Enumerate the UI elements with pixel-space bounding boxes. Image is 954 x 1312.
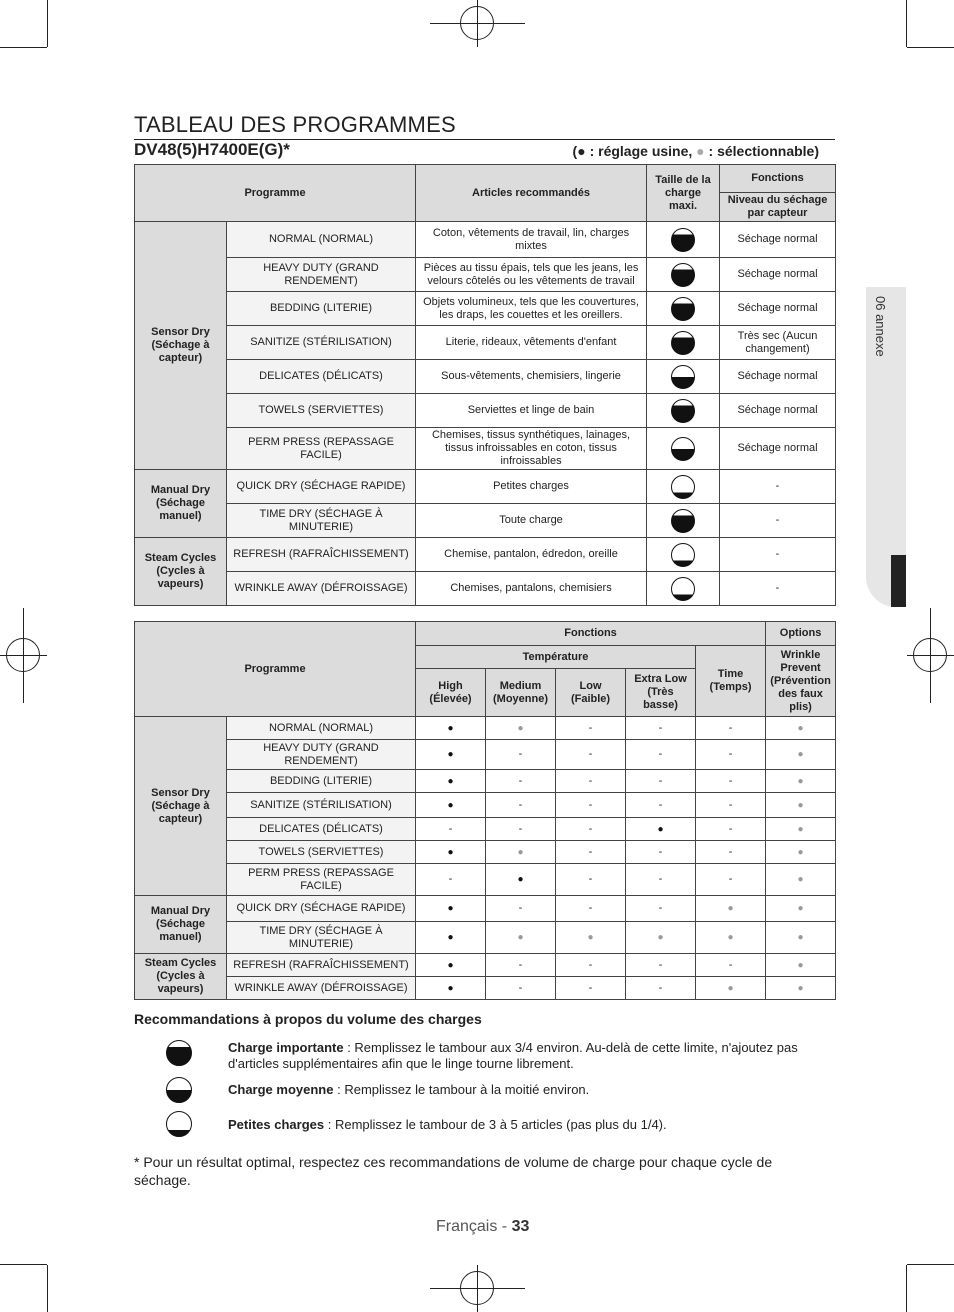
not-available-dash: - (518, 958, 523, 971)
load-drum-icon (671, 577, 695, 601)
factory-setting-dot: ● (447, 799, 454, 811)
program-name: PERM PRESS (REPASSAGE FACILE) (227, 428, 416, 470)
crop-mark (47, 1265, 48, 1312)
recommendation-label: Petites charges (228, 1117, 325, 1132)
cell-wrinkle-prevent (766, 954, 836, 977)
cell-medium (486, 740, 556, 770)
dry-level: Séchage normal (720, 222, 836, 258)
dry-level: Séchage normal (720, 292, 836, 326)
recommendation-text: Remplissez le tambour de 3 à 5 articles (pas plus du 1/4). (334, 1117, 667, 1132)
selectable-dot: ● (797, 823, 804, 835)
crop-mark (0, 1264, 47, 1265)
recommended-articles: Petites charges (416, 470, 647, 504)
load-drum-icon (671, 228, 695, 252)
crop-mark (907, 47, 954, 48)
cell-high (416, 818, 486, 841)
load-drum-icon (166, 1111, 192, 1137)
cell-low (556, 841, 626, 864)
not-available-dash: - (448, 822, 453, 835)
load-drum-icon (671, 475, 695, 499)
not-available-dash: - (658, 798, 663, 811)
load-size (647, 360, 720, 394)
recommended-articles: Sous-vêtements, chemisiers, lingerie (416, 360, 647, 394)
cell-time (696, 740, 766, 770)
program-name: WRINKLE AWAY (DÉFROISSAGE) (227, 572, 416, 606)
selectable-dot: ● (797, 932, 804, 943)
not-available-dash: - (658, 958, 663, 971)
factory-setting-dot: ● (447, 959, 454, 971)
cell-low (556, 717, 626, 740)
cell-time (696, 818, 766, 841)
registration-circle (460, 6, 494, 40)
not-available-dash: - (588, 873, 593, 885)
cell-extra-low (626, 922, 696, 954)
program-name: TOWELS (SERVIETTES) (227, 394, 416, 428)
side-tab-marker (891, 555, 906, 607)
load-drum-icon (671, 399, 695, 423)
header-programme: Programme (135, 165, 416, 222)
factory-setting-dot: ● (447, 749, 454, 760)
crop-mark (47, 0, 48, 47)
table-row (135, 977, 836, 1000)
not-available-dash: - (518, 774, 523, 787)
header-fonctions: Fonctions (416, 622, 766, 646)
program-name: HEAVY DUTY (GRAND RENDEMENT) (227, 258, 416, 292)
not-available-dash: - (658, 873, 663, 885)
recommended-articles: Objets volumineux, tels que les couvertures, les draps, les couettes et les oreillers. (416, 292, 647, 326)
selectable-dot: ● (797, 722, 804, 734)
not-available-dash: - (728, 721, 733, 734)
program-name: REFRESH (RAFRAÎCHISSEMENT) (227, 538, 416, 572)
selectable-dot: ● (797, 903, 804, 914)
cell-time (696, 864, 766, 896)
program-name: TOWELS (SERVIETTES) (227, 841, 416, 864)
selectable-dot: ● (797, 749, 804, 760)
not-available-dash: - (728, 748, 733, 760)
load-size (647, 538, 720, 572)
cell-medium (486, 818, 556, 841)
cell-low (556, 770, 626, 793)
load-drum-icon (671, 331, 695, 355)
dry-level: Séchage normal (720, 360, 836, 394)
selectable-dot: ● (517, 932, 524, 943)
page-number (436, 1218, 529, 1236)
model-number: DV48(5)H7400E(G)* (134, 140, 290, 159)
not-available-dash: - (658, 774, 663, 787)
recommended-articles: Chemise, pantalon, édredon, oreille (416, 538, 647, 572)
table-row (135, 292, 836, 326)
cell-medium (486, 864, 556, 896)
cell-high (416, 841, 486, 864)
table-row (135, 896, 836, 922)
not-available-dash: - (518, 902, 523, 914)
table-row (135, 222, 836, 258)
not-available-dash: - (658, 981, 663, 994)
dry-level: - (720, 538, 836, 572)
program-name: DELICATES (DÉLICATS) (227, 818, 416, 841)
recommendation-text: Remplissez le tambour à la moitié environ. (344, 1082, 590, 1097)
factory-setting-dot: ● (657, 823, 664, 835)
recommendation-label: Charge moyenne (228, 1082, 334, 1097)
cell-time (696, 717, 766, 740)
factory-setting-dot: ● (447, 932, 454, 943)
registration-circle (6, 638, 40, 672)
selectable-dot: ● (517, 846, 524, 858)
not-available-dash: - (518, 798, 523, 811)
recommendations-title: Recommandations à propos du volume des charges (134, 1011, 482, 1027)
recommendation-separator: : (343, 1040, 355, 1055)
header-extra-low: Extra Low (Très basse) (626, 669, 696, 717)
not-available-dash: - (448, 873, 453, 885)
cell-medium (486, 922, 556, 954)
program-group: Manual Dry (Séchage manuel) (135, 470, 227, 538)
header-fonctions: Fonctions (720, 165, 836, 193)
cell-extra-low (626, 793, 696, 818)
load-size (647, 258, 720, 292)
load-size (647, 470, 720, 504)
program-name: HEAVY DUTY (GRAND RENDEMENT) (227, 740, 416, 770)
table-row (135, 740, 836, 770)
program-group: Manual Dry (Séchage manuel) (135, 896, 227, 954)
program-name: NORMAL (NORMAL) (227, 222, 416, 258)
table-row (135, 864, 836, 896)
not-available-dash: - (588, 822, 593, 835)
cell-wrinkle-prevent (766, 864, 836, 896)
factory-setting-dot: ● (447, 903, 454, 914)
load-drum-icon (671, 543, 695, 567)
selectable-dot: ● (797, 799, 804, 811)
selectable-dot: ● (727, 982, 734, 994)
cell-extra-low (626, 841, 696, 864)
load-size (647, 504, 720, 538)
program-name: QUICK DRY (SÉCHAGE RAPIDE) (227, 896, 416, 922)
header-articles: Articles recommandés (416, 165, 647, 222)
recommended-articles: Literie, rideaux, vêtements d'enfant (416, 326, 647, 360)
cell-low (556, 818, 626, 841)
table-row (135, 470, 836, 504)
recommended-articles: Pièces au tissu épais, tels que les jeans, les velours côtelés ou les vêtements de travail (416, 258, 647, 292)
load-drum-icon (671, 297, 695, 321)
dry-level: Séchage normal (720, 394, 836, 428)
recommended-articles: Toute charge (416, 504, 647, 538)
program-name: QUICK DRY (SÉCHAGE RAPIDE) (227, 470, 416, 504)
table-row (135, 818, 836, 841)
legend-gray-label: : sélectionnable) (704, 143, 819, 159)
cell-time (696, 954, 766, 977)
program-group: Sensor Dry (Séchage à capteur) (135, 222, 227, 470)
cell-high (416, 922, 486, 954)
recommended-articles: Chemises, tissus synthétiques, lainages, tissus infroissables en coton, tissus infroissables (416, 428, 647, 470)
cell-low (556, 864, 626, 896)
factory-setting-dot: ● (447, 982, 454, 994)
cell-extra-low (626, 770, 696, 793)
not-available-dash: - (588, 845, 593, 858)
not-available-dash: - (588, 958, 593, 971)
recommendation-text: Remplissez le tambour aux 3/4 environ. Au-delà de cette limite, n'ajoutez pas d'articles supplémentaires afin que le linge tourne librement. (228, 1040, 798, 1071)
cell-high (416, 864, 486, 896)
load-drum-icon (671, 263, 695, 287)
cell-time (696, 770, 766, 793)
cell-medium (486, 954, 556, 977)
selectable-dot: ● (797, 874, 804, 885)
cell-high (416, 740, 486, 770)
load-drum-icon (166, 1077, 192, 1103)
table-row (135, 717, 836, 740)
cell-low (556, 954, 626, 977)
cell-extra-low (626, 740, 696, 770)
not-available-dash: - (588, 721, 593, 734)
program-name: PERM PRESS (REPASSAGE FACILE) (227, 864, 416, 896)
program-name: SANITIZE (STÉRILISATION) (227, 326, 416, 360)
recommended-articles: Chemises, pantalons, chemisiers (416, 572, 647, 606)
selectable-dot: ● (587, 932, 594, 943)
table-row (135, 258, 836, 292)
load-size (647, 572, 720, 606)
programs-table (134, 164, 836, 606)
program-name: DELICATES (DÉLICATS) (227, 360, 416, 394)
not-available-dash: - (588, 902, 593, 914)
cell-low (556, 977, 626, 1000)
factory-setting-dot: ● (447, 846, 454, 858)
selectable-dot: ● (797, 846, 804, 858)
cell-wrinkle-prevent (766, 770, 836, 793)
cell-high (416, 717, 486, 740)
not-available-dash: - (518, 981, 523, 994)
header-options: Options (766, 622, 836, 646)
page-title: TABLEAU DES PROGRAMMES (134, 112, 456, 137)
load-drum-icon (671, 509, 695, 533)
cell-high (416, 793, 486, 818)
program-name: REFRESH (RAFRAÎCHISSEMENT) (227, 954, 416, 977)
selectable-dot: ● (727, 932, 734, 943)
dry-level: - (720, 504, 836, 538)
cell-wrinkle-prevent (766, 896, 836, 922)
selectable-dot: ● (517, 722, 524, 734)
crop-mark (906, 0, 907, 47)
dry-level: - (720, 470, 836, 504)
cell-extra-low (626, 896, 696, 922)
load-drum-icon (671, 437, 695, 461)
header-niveau: Niveau du séchage par capteur (720, 193, 836, 222)
program-name: SANITIZE (STÉRILISATION) (227, 793, 416, 818)
crop-mark (907, 1264, 954, 1265)
crop-mark (0, 47, 47, 48)
cell-medium (486, 841, 556, 864)
cell-medium (486, 977, 556, 1000)
selectable-dot: ● (797, 982, 804, 994)
program-name: TIME DRY (SÉCHAGE À MINUTERIE) (227, 922, 416, 954)
not-available-dash: - (728, 873, 733, 885)
cell-high (416, 977, 486, 1000)
header-high: High (Élevée) (416, 669, 486, 717)
not-available-dash: - (588, 798, 593, 811)
table-row (135, 360, 836, 394)
not-available-dash: - (728, 822, 733, 835)
program-name: BEDDING (LITERIE) (227, 292, 416, 326)
recommendation-item (228, 1117, 818, 1133)
load-size (647, 326, 720, 360)
table-row (135, 538, 836, 572)
table-row (135, 793, 836, 818)
cell-wrinkle-prevent (766, 841, 836, 864)
cell-medium (486, 793, 556, 818)
legend-gray-dot: ● (696, 143, 705, 159)
not-available-dash: - (518, 748, 523, 760)
cell-high (416, 770, 486, 793)
header-programme: Programme (135, 622, 416, 717)
recommendation-item (228, 1040, 818, 1072)
cell-wrinkle-prevent (766, 922, 836, 954)
cell-medium (486, 770, 556, 793)
cell-time (696, 841, 766, 864)
header-taille: Taille de la charge maxi. (647, 165, 720, 222)
page-num: 33 (511, 1218, 530, 1235)
program-name: WRINKLE AWAY (DÉFROISSAGE) (227, 977, 416, 1000)
cell-extra-low (626, 954, 696, 977)
recommendation-separator: : (324, 1117, 335, 1132)
recommended-articles: Serviettes et linge de bain (416, 394, 647, 428)
footnote: * Pour un résultat optimal, respectez ces recommandations de volume de charge pour chaque cycle de séchage. (134, 1154, 773, 1188)
not-available-dash: - (728, 798, 733, 811)
cell-extra-low (626, 864, 696, 896)
header-wrinkle-prevent: Wrinkle Prevent (Prévention des faux plis) (766, 646, 836, 717)
cell-time (696, 793, 766, 818)
header-time: Time (Temps) (696, 646, 766, 717)
functions-table (134, 621, 836, 1000)
cell-wrinkle-prevent (766, 818, 836, 841)
page-lang: Français - (436, 1218, 512, 1235)
not-available-dash: - (658, 845, 663, 858)
cell-extra-low (626, 717, 696, 740)
selectable-dot: ● (797, 959, 804, 971)
program-name: BEDDING (LITERIE) (227, 770, 416, 793)
cell-extra-low (626, 818, 696, 841)
dry-level: Séchage normal (720, 428, 836, 470)
recommendation-item (228, 1082, 818, 1098)
legend-black-label: : réglage usine, (585, 143, 697, 159)
not-available-dash: - (658, 721, 663, 734)
legend (573, 143, 819, 159)
table-row (135, 922, 836, 954)
dry-level: Séchage normal (720, 258, 836, 292)
cell-wrinkle-prevent (766, 793, 836, 818)
header-temperature: Température (416, 646, 696, 669)
table-row (135, 428, 836, 470)
selectable-dot: ● (727, 903, 734, 914)
registration-circle (460, 1271, 494, 1305)
load-size (647, 394, 720, 428)
recommendation-separator: : (333, 1082, 345, 1097)
program-group: Steam Cycles (Cycles à vapeurs) (135, 954, 227, 1000)
cell-low (556, 793, 626, 818)
table-row (135, 326, 836, 360)
cell-extra-low (626, 977, 696, 1000)
load-size (647, 222, 720, 258)
factory-setting-dot: ● (447, 722, 454, 734)
crop-mark (906, 1265, 907, 1312)
legend-open: ( (572, 143, 578, 159)
table-row (135, 572, 836, 606)
not-available-dash: - (728, 958, 733, 971)
load-drum-icon (166, 1040, 192, 1066)
not-available-dash: - (588, 748, 593, 760)
load-drum-icon (671, 365, 695, 389)
recommended-articles: Coton, vêtements de travail, lin, charges mixtes (416, 222, 647, 258)
table-row (135, 954, 836, 977)
factory-setting-dot: ● (447, 775, 454, 787)
cell-low (556, 922, 626, 954)
registration-circle (913, 638, 947, 672)
program-group: Steam Cycles (Cycles à vapeurs) (135, 538, 227, 606)
load-size (647, 428, 720, 470)
cell-wrinkle-prevent (766, 717, 836, 740)
factory-setting-dot: ● (517, 874, 524, 885)
header-medium: Medium (Moyenne) (486, 669, 556, 717)
cell-low (556, 740, 626, 770)
not-available-dash: - (588, 981, 593, 994)
not-available-dash: - (518, 822, 523, 835)
not-available-dash: - (658, 748, 663, 760)
cell-wrinkle-prevent (766, 977, 836, 1000)
legend-black-dot: ● (577, 143, 586, 159)
recommendation-label: Charge importante (228, 1040, 344, 1055)
cell-wrinkle-prevent (766, 740, 836, 770)
not-available-dash: - (728, 845, 733, 858)
program-group: Sensor Dry (Séchage à capteur) (135, 717, 227, 896)
dry-level: Très sec (Aucun changement) (720, 326, 836, 360)
not-available-dash: - (588, 774, 593, 787)
cell-time (696, 896, 766, 922)
not-available-dash: - (728, 774, 733, 787)
cell-medium (486, 896, 556, 922)
table-row (135, 394, 836, 428)
program-name: NORMAL (NORMAL) (227, 717, 416, 740)
cell-medium (486, 717, 556, 740)
table-row (135, 504, 836, 538)
dry-level: - (720, 572, 836, 606)
cell-low (556, 896, 626, 922)
cell-time (696, 922, 766, 954)
table-row (135, 770, 836, 793)
cell-time (696, 977, 766, 1000)
selectable-dot: ● (657, 932, 664, 943)
header-low: Low (Faible) (556, 669, 626, 717)
side-tab-label: 06 annexe (873, 296, 888, 357)
cell-high (416, 954, 486, 977)
cell-high (416, 896, 486, 922)
not-available-dash: - (658, 902, 663, 914)
program-name: TIME DRY (SÉCHAGE À MINUTERIE) (227, 504, 416, 538)
table-row (135, 841, 836, 864)
selectable-dot: ● (797, 775, 804, 787)
load-size (647, 292, 720, 326)
